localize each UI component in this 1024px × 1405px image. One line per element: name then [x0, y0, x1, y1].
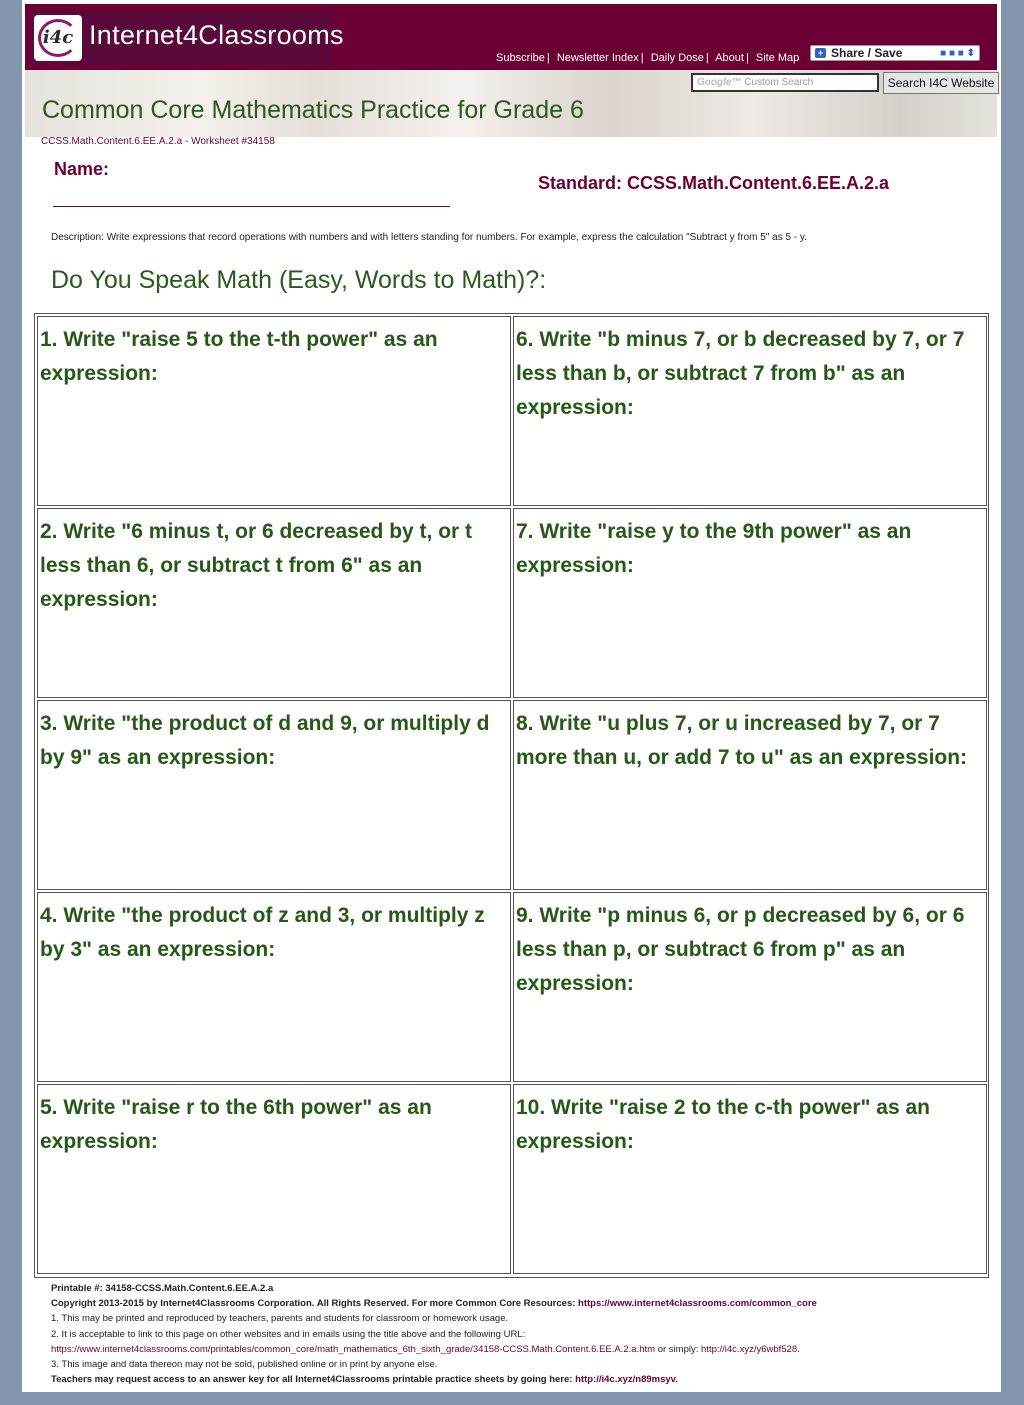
- search-input[interactable]: [691, 73, 879, 92]
- question-cell-10: 10. Write "raise 2 to the c-th power" as an expression:: [513, 1084, 987, 1274]
- question-cell-8: 8. Write "u plus 7, or u increased by 7, or 7 more than u, or add 7 to u" as an expression:: [513, 700, 987, 890]
- footer: [51, 1281, 991, 1387]
- footer-note-2: 2. It is acceptable to link to this page on other websites and in emails using the title above and the following URL:: [51, 1328, 526, 1340]
- question-cell-1: 1. Write "raise 5 to the t-th power" as an expression:: [37, 316, 511, 506]
- answer-key-text: Teachers may request access to an answer key for all Internet4Classrooms printable practice sheets by going here:: [51, 1374, 576, 1386]
- question-cell-2: 2. Write "6 minus t, or 6 decreased by t, or t less than 6, or subtract t from 6" as an expression:: [37, 508, 511, 698]
- page: [22, 0, 1001, 1392]
- short-url-link[interactable]: http://i4c.xyz/y6wbf528: [701, 1343, 798, 1355]
- search-placeholder: Custom Search: [744, 77, 814, 88]
- answer-key-link[interactable]: http://i4c.xyz/n89msyv: [575, 1374, 676, 1386]
- top-navigation: [496, 52, 799, 64]
- or-simply-text: or simply:: [655, 1343, 702, 1355]
- page-title: Common Core Mathematics Practice for Grade 6: [42, 96, 584, 124]
- footer-note-2-urls: [51, 1342, 991, 1357]
- copyright: [51, 1296, 991, 1311]
- question-grid: [34, 313, 989, 1278]
- logo-badge-text: i4c: [42, 27, 74, 48]
- nav-daily-dose[interactable]: Daily Dose: [650, 52, 704, 64]
- worksheet-title: Do You Speak Math (Easy, Words to Math)?:: [51, 266, 547, 294]
- nav-newsletter-index[interactable]: Newsletter Index: [556, 52, 639, 64]
- nav-about[interactable]: About: [715, 52, 744, 64]
- logo-text: Internet4Classrooms: [89, 20, 344, 50]
- period: .: [797, 1343, 800, 1355]
- question-cell-3: 3. Write "the product of d and 9, or multiply d by 9" as an expression:: [37, 700, 511, 890]
- site-header: [25, 4, 997, 70]
- search-button[interactable]: Search I4C Website: [883, 72, 999, 94]
- worksheet-url-link[interactable]: https://www.internet4classrooms.com/printables/common_core/math_mathematics_6th_sixth_grade/34158-CCSS.Math.Content.6.EE.A.2.a.htm: [51, 1343, 656, 1355]
- share-plus-icon: +: [815, 48, 826, 58]
- header-banner: [25, 70, 997, 137]
- answer-key-note: [51, 1372, 991, 1387]
- description: Description: Write expressions that record operations with numbers and with letters standing for numbers. For example, express the calculation "Subtract y from 5" as 5 - y.: [51, 232, 807, 243]
- name-line: [53, 206, 450, 207]
- standard-label: Standard: CCSS.Math.Content.6.EE.A.2.a: [538, 173, 890, 193]
- question-cell-4: 4. Write "the product of z and 3, or multiply z by 3" as an expression:: [37, 892, 511, 1082]
- nav-separator: |: [546, 52, 550, 64]
- question-cell-7: 7. Write "raise y to the 9th power" as an expression:: [513, 508, 987, 698]
- social-icons: ■ ■ ■ ⬍: [940, 48, 975, 59]
- google-label: Google™: [697, 77, 742, 88]
- breadcrumb[interactable]: CCSS.Math.Content.6.EE.A.2.a - Worksheet #34158: [41, 136, 275, 147]
- question-cell-5: 5. Write "raise r to the 6th power" as an expression:: [37, 1084, 511, 1274]
- site-logo[interactable]: [31, 12, 344, 64]
- footer-note-3: 3. This image and data thereon may not be sold, published online or in print by anyone else.: [51, 1359, 438, 1371]
- question-cell-6: 6. Write "b minus 7, or b decreased by 7, or 7 less than b, or subtract 7 from b" as an expression:: [513, 316, 987, 506]
- period: .: [675, 1374, 678, 1386]
- common-core-link[interactable]: https://www.internet4classrooms.com/common_core: [578, 1298, 817, 1310]
- share-label: Share / Save: [831, 46, 903, 60]
- printable-number: Printable #: 34158-CCSS.Math.Content.6.EE.A.2.a: [51, 1283, 274, 1294]
- i4c-logo-icon: [34, 15, 82, 61]
- nav-separator: |: [745, 52, 749, 64]
- footer-note-1: 1. This may be printed and reproduced by teachers, parents and students for classroom or homework usage.: [51, 1313, 509, 1325]
- share-save-button[interactable]: [810, 45, 980, 61]
- nav-subscribe[interactable]: Subscribe: [496, 52, 545, 64]
- copyright-text: Copyright 2013-2015 by Internet4Classrooms Corporation. All Rights Reserved. For more Common Core Resources:: [51, 1298, 579, 1310]
- question-cell-9: 9. Write "p minus 6, or p decreased by 6, or 6 less than p, or subtract 6 from p" as an expression:: [513, 892, 987, 1082]
- nav-site-map[interactable]: Site Map: [755, 52, 800, 64]
- nav-separator: |: [640, 52, 644, 64]
- nav-separator: |: [705, 52, 709, 64]
- name-label: Name:: [54, 159, 110, 179]
